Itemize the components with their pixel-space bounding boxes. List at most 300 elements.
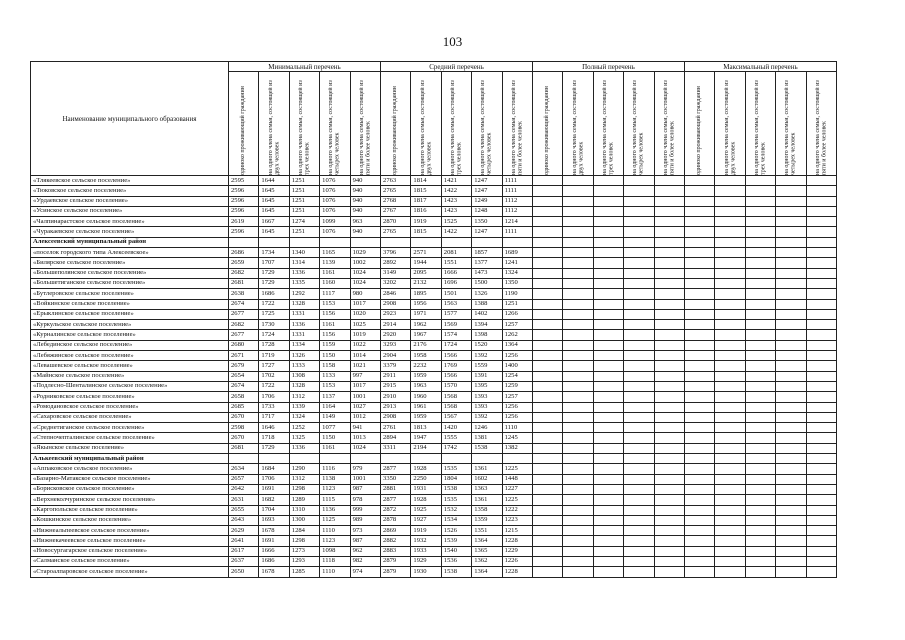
value-cell <box>350 237 380 247</box>
value-cell <box>715 412 745 422</box>
value-cell: 978 <box>350 495 380 505</box>
value-cell: 2571 <box>411 248 441 258</box>
table-row <box>31 186 837 196</box>
value-cell: 2598 <box>229 423 259 433</box>
value-cell <box>624 248 654 258</box>
group-header: Средний перечень <box>381 62 533 72</box>
value-cell: 1730 <box>259 320 289 330</box>
value-cell <box>593 206 623 216</box>
value-cell: 3311 <box>381 443 411 453</box>
table-row <box>31 206 837 216</box>
value-cell: 1365 <box>472 546 502 556</box>
district-row <box>31 237 837 247</box>
value-cell <box>563 454 593 464</box>
value-cell <box>806 248 836 258</box>
value-cell <box>350 454 380 464</box>
value-cell <box>411 454 441 464</box>
municipality-name: «Войкинское сельское поселение» <box>31 299 229 309</box>
value-cell: 1245 <box>502 433 532 443</box>
value-cell <box>776 402 806 412</box>
value-cell: 2910 <box>381 392 411 402</box>
value-cell: 2659 <box>229 258 259 268</box>
value-cell <box>533 546 563 556</box>
value-cell <box>776 309 806 319</box>
value-cell <box>715 464 745 474</box>
value-cell: 1247 <box>472 186 502 196</box>
value-cell: 1857 <box>472 248 502 258</box>
value-cell: 1393 <box>472 392 502 402</box>
value-cell: 1448 <box>502 474 532 484</box>
value-cell: 1241 <box>502 258 532 268</box>
municipality-name: «Лебединское сельское поселение» <box>31 340 229 350</box>
municipality-name: «Нижнеальпеевское сельское поселение» <box>31 526 229 536</box>
value-cell: 1569 <box>441 320 471 330</box>
value-cell <box>533 484 563 494</box>
value-cell <box>684 495 714 505</box>
value-cell <box>745 454 775 464</box>
value-cell: 1956 <box>411 299 441 309</box>
value-cell: 1729 <box>259 443 289 453</box>
value-cell: 2763 <box>381 176 411 186</box>
value-cell: 1266 <box>502 309 532 319</box>
name-column-header: Наименование муниципального образования <box>31 62 229 176</box>
value-cell: 1331 <box>289 330 319 340</box>
value-cell <box>806 474 836 484</box>
value-cell: 1340 <box>289 248 319 258</box>
municipality-name: «Ерыклинское сельское поселение» <box>31 309 229 319</box>
value-cell: 1339 <box>289 402 319 412</box>
value-cell <box>776 340 806 350</box>
municipality-name: «Сахаровское сельское поселение» <box>31 412 229 422</box>
value-cell: 2882 <box>381 536 411 546</box>
value-cell <box>654 237 684 247</box>
value-cell <box>806 371 836 381</box>
value-cell: 1363 <box>472 484 502 494</box>
value-cell <box>806 351 836 361</box>
value-cell: 2679 <box>229 361 259 371</box>
value-cell <box>593 474 623 484</box>
value-cell: 1501 <box>441 289 471 299</box>
table-row <box>31 268 837 278</box>
table-row <box>31 289 837 299</box>
subcolumn-header: на одного члена семьи, состоящей из трех человек <box>289 72 319 176</box>
value-cell: 1722 <box>259 299 289 309</box>
value-cell: 1645 <box>259 196 289 206</box>
value-cell: 1381 <box>472 433 502 443</box>
value-cell <box>684 505 714 515</box>
value-cell <box>624 176 654 186</box>
value-cell <box>684 196 714 206</box>
value-cell <box>593 320 623 330</box>
value-cell <box>715 567 745 577</box>
value-cell <box>654 515 684 525</box>
value-cell: 1727 <box>259 361 289 371</box>
value-cell <box>593 454 623 464</box>
value-cell <box>563 505 593 515</box>
value-cell: 1228 <box>502 536 532 546</box>
value-cell: 1251 <box>289 196 319 206</box>
value-cell <box>624 423 654 433</box>
value-cell <box>624 484 654 494</box>
table-row <box>31 433 837 443</box>
value-cell: 1816 <box>411 206 441 216</box>
value-cell: 1729 <box>259 278 289 288</box>
value-cell <box>806 567 836 577</box>
municipality-name: «Нижнекачеевское сельское поселение» <box>31 536 229 546</box>
value-cell: 1684 <box>259 464 289 474</box>
value-cell <box>745 268 775 278</box>
value-cell <box>745 237 775 247</box>
value-cell <box>715 423 745 433</box>
value-cell: 1538 <box>441 567 471 577</box>
value-cell: 1691 <box>259 484 289 494</box>
value-cell <box>684 320 714 330</box>
table-row <box>31 371 837 381</box>
value-cell: 1645 <box>259 227 289 237</box>
value-cell <box>745 248 775 258</box>
value-cell <box>684 381 714 391</box>
value-cell <box>684 289 714 299</box>
value-cell: 1228 <box>502 567 532 577</box>
value-cell: 1394 <box>472 320 502 330</box>
value-cell: 1817 <box>411 196 441 206</box>
value-cell <box>624 526 654 536</box>
value-cell <box>593 556 623 566</box>
table-row <box>31 495 837 505</box>
value-cell <box>684 237 714 247</box>
municipality-name: «Староалпаровское сельское поселение» <box>31 567 229 577</box>
municipality-name: «Билярское сельское поселение» <box>31 258 229 268</box>
value-cell <box>776 351 806 361</box>
value-cell <box>624 392 654 402</box>
value-cell: 1308 <box>289 371 319 381</box>
table-row <box>31 309 837 319</box>
value-cell <box>533 381 563 391</box>
value-cell: 1284 <box>289 526 319 536</box>
value-cell <box>745 495 775 505</box>
value-cell <box>533 495 563 505</box>
value-cell <box>654 330 684 340</box>
value-cell: 1391 <box>472 371 502 381</box>
value-cell: 1325 <box>289 433 319 443</box>
value-cell <box>806 206 836 216</box>
value-cell: 1538 <box>441 484 471 494</box>
value-cell: 1574 <box>441 330 471 340</box>
value-cell: 1076 <box>320 186 350 196</box>
table-row <box>31 556 837 566</box>
value-cell: 1719 <box>259 351 289 361</box>
value-cell <box>593 278 623 288</box>
value-cell <box>563 515 593 525</box>
value-cell: 1111 <box>502 176 532 186</box>
value-cell: 1153 <box>320 381 350 391</box>
value-cell <box>715 454 745 464</box>
value-cell <box>745 351 775 361</box>
table-row <box>31 474 837 484</box>
value-cell: 1256 <box>502 402 532 412</box>
value-cell: 2650 <box>229 567 259 577</box>
value-cell <box>563 567 593 577</box>
value-cell <box>593 443 623 453</box>
value-cell: 1158 <box>320 361 350 371</box>
value-cell: 1139 <box>320 258 350 268</box>
value-cell: 1551 <box>441 258 471 268</box>
value-cell <box>624 443 654 453</box>
value-cell: 1285 <box>289 567 319 577</box>
table-row <box>31 423 837 433</box>
value-cell: 1117 <box>320 289 350 299</box>
value-cell <box>806 546 836 556</box>
value-cell <box>715 495 745 505</box>
value-cell <box>745 309 775 319</box>
value-cell: 2681 <box>229 443 259 453</box>
data-table <box>30 61 837 578</box>
value-cell <box>289 237 319 247</box>
value-cell <box>745 392 775 402</box>
value-cell <box>654 196 684 206</box>
municipality-name: «Урдаевское сельское поселение» <box>31 196 229 206</box>
value-cell <box>593 227 623 237</box>
value-cell <box>806 526 836 536</box>
value-cell: 1115 <box>320 495 350 505</box>
value-cell: 1570 <box>441 381 471 391</box>
value-cell <box>684 206 714 216</box>
value-cell: 1259 <box>502 381 532 391</box>
value-cell <box>593 495 623 505</box>
municipality-name: «Бутлеровское сельское поселение» <box>31 289 229 299</box>
value-cell: 1919 <box>411 526 441 536</box>
value-cell: 2682 <box>229 268 259 278</box>
value-cell: 1927 <box>411 515 441 525</box>
value-cell <box>593 546 623 556</box>
value-cell: 1382 <box>502 443 532 453</box>
value-cell <box>684 217 714 227</box>
value-cell <box>593 536 623 546</box>
value-cell <box>593 361 623 371</box>
value-cell: 2596 <box>229 186 259 196</box>
table-row <box>31 402 837 412</box>
value-cell <box>715 206 745 216</box>
value-cell: 1333 <box>289 361 319 371</box>
value-cell <box>654 278 684 288</box>
value-cell <box>472 237 502 247</box>
value-cell: 1021 <box>350 361 380 371</box>
value-cell <box>715 186 745 196</box>
value-cell <box>745 505 775 515</box>
value-cell: 1421 <box>441 176 471 186</box>
value-cell <box>563 556 593 566</box>
value-cell: 1364 <box>472 536 502 546</box>
value-cell: 1532 <box>441 505 471 515</box>
value-cell: 1289 <box>289 495 319 505</box>
value-cell: 1962 <box>411 320 441 330</box>
value-cell: 1815 <box>411 227 441 237</box>
value-cell <box>745 196 775 206</box>
value-cell <box>563 536 593 546</box>
municipality-name: «Салманское сельское поселение» <box>31 556 229 566</box>
value-cell: 1566 <box>441 351 471 361</box>
value-cell: 1971 <box>411 309 441 319</box>
value-cell <box>624 330 654 340</box>
municipality-name: «Подлесно-Шенталинское сельское поселение» <box>31 381 229 391</box>
municipality-name: «Левашевское сельское поселение» <box>31 361 229 371</box>
value-cell <box>533 351 563 361</box>
value-cell: 1251 <box>289 176 319 186</box>
value-cell: 1262 <box>502 330 532 340</box>
value-cell <box>624 495 654 505</box>
value-cell <box>776 196 806 206</box>
value-cell <box>593 381 623 391</box>
value-cell: 1686 <box>259 556 289 566</box>
value-cell: 1402 <box>472 309 502 319</box>
value-cell: 1717 <box>259 412 289 422</box>
value-cell <box>593 433 623 443</box>
value-cell <box>776 248 806 258</box>
value-cell: 1961 <box>411 402 441 412</box>
value-cell <box>533 371 563 381</box>
value-cell: 1925 <box>411 505 441 515</box>
value-cell <box>715 340 745 350</box>
value-cell <box>259 454 289 464</box>
table-row <box>31 176 837 186</box>
value-cell: 1002 <box>350 258 380 268</box>
subcolumn-header: одиноко проживающий гражданин <box>533 72 563 176</box>
value-cell <box>684 361 714 371</box>
value-cell <box>806 402 836 412</box>
value-cell <box>654 186 684 196</box>
value-cell: 962 <box>350 546 380 556</box>
value-cell <box>654 361 684 371</box>
value-cell <box>624 227 654 237</box>
value-cell: 1769 <box>441 361 471 371</box>
value-cell <box>715 351 745 361</box>
value-cell <box>563 196 593 206</box>
value-cell: 2674 <box>229 381 259 391</box>
value-cell: 1251 <box>502 299 532 309</box>
value-cell <box>563 309 593 319</box>
subcolumn-header: на одного члена семьи, состоящей из четырех человек <box>776 72 806 176</box>
value-cell: 2655 <box>229 505 259 515</box>
value-cell <box>533 443 563 453</box>
value-cell: 1392 <box>472 351 502 361</box>
value-cell: 2904 <box>381 351 411 361</box>
value-cell: 2677 <box>229 330 259 340</box>
value-cell <box>745 330 775 340</box>
table-row <box>31 484 837 494</box>
value-cell: 1929 <box>411 556 441 566</box>
value-cell <box>593 258 623 268</box>
value-cell <box>715 309 745 319</box>
value-cell <box>745 227 775 237</box>
value-cell: 1251 <box>289 186 319 196</box>
value-cell <box>563 381 593 391</box>
value-cell <box>715 196 745 206</box>
value-cell: 1098 <box>320 546 350 556</box>
value-cell <box>624 278 654 288</box>
value-cell <box>593 176 623 186</box>
value-cell: 1112 <box>502 206 532 216</box>
value-cell <box>624 237 654 247</box>
value-cell <box>593 423 623 433</box>
value-cell: 2677 <box>229 309 259 319</box>
value-cell: 1001 <box>350 392 380 402</box>
value-cell <box>776 176 806 186</box>
value-cell: 1525 <box>441 217 471 227</box>
value-cell <box>715 526 745 536</box>
value-cell <box>684 546 714 556</box>
value-cell <box>624 412 654 422</box>
value-cell: 1225 <box>502 464 532 474</box>
value-cell: 1024 <box>350 278 380 288</box>
value-cell <box>806 454 836 464</box>
value-cell <box>533 536 563 546</box>
value-cell: 1024 <box>350 443 380 453</box>
value-cell <box>654 402 684 412</box>
value-cell: 2250 <box>411 474 441 484</box>
value-cell <box>715 536 745 546</box>
value-cell <box>593 330 623 340</box>
value-cell <box>715 217 745 227</box>
value-cell <box>320 454 350 464</box>
value-cell <box>745 474 775 484</box>
value-cell <box>806 258 836 268</box>
value-cell <box>684 412 714 422</box>
value-cell: 1725 <box>259 309 289 319</box>
municipality-name: «Борисковское сельское поселение» <box>31 484 229 494</box>
value-cell <box>441 237 471 247</box>
value-cell <box>776 289 806 299</box>
value-cell <box>533 320 563 330</box>
value-cell <box>776 536 806 546</box>
value-cell: 1300 <box>289 515 319 525</box>
value-cell <box>624 217 654 227</box>
value-cell <box>776 371 806 381</box>
value-cell <box>654 268 684 278</box>
value-cell <box>776 361 806 371</box>
value-cell <box>806 196 836 206</box>
value-cell <box>624 289 654 299</box>
value-cell: 2641 <box>229 536 259 546</box>
value-cell: 1959 <box>411 371 441 381</box>
value-cell <box>654 536 684 546</box>
value-cell: 1361 <box>472 495 502 505</box>
table-row <box>31 505 837 515</box>
value-cell <box>715 515 745 525</box>
value-cell: 1400 <box>502 361 532 371</box>
value-cell: 1019 <box>350 330 380 340</box>
table-row <box>31 258 837 268</box>
value-cell: 1274 <box>289 217 319 227</box>
value-cell <box>715 392 745 402</box>
municipality-name: «Ромодановское сельское поселение» <box>31 402 229 412</box>
subcolumn-header: на одного члена семьи, состоящей из пяти и более человек <box>806 72 836 176</box>
value-cell: 2670 <box>229 412 259 422</box>
table-row <box>31 515 837 525</box>
value-cell: 1324 <box>289 412 319 422</box>
value-cell: 1742 <box>441 443 471 453</box>
value-cell: 1602 <box>472 474 502 484</box>
value-cell <box>533 526 563 536</box>
value-cell: 1422 <box>441 186 471 196</box>
value-cell: 2596 <box>229 206 259 216</box>
value-cell <box>684 227 714 237</box>
value-cell: 2768 <box>381 196 411 206</box>
value-cell <box>563 206 593 216</box>
value-cell <box>745 556 775 566</box>
value-cell: 1161 <box>320 268 350 278</box>
value-cell: 2680 <box>229 340 259 350</box>
value-cell <box>624 299 654 309</box>
